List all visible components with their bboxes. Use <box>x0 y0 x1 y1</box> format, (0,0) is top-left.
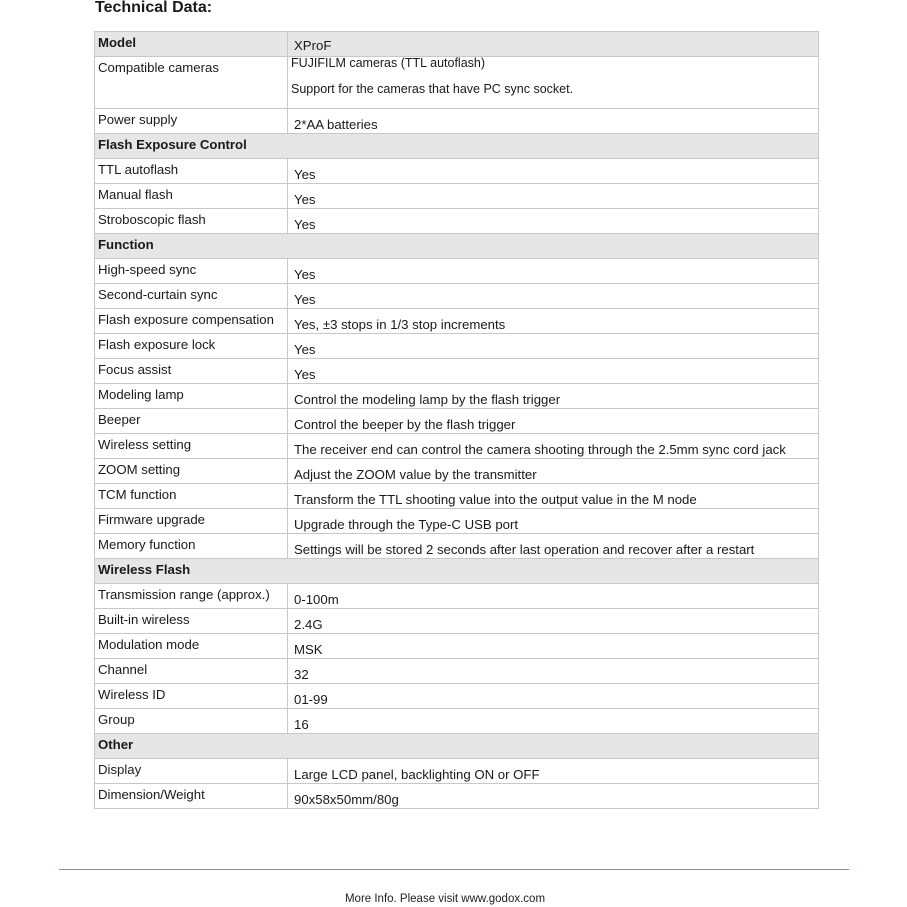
spec-value-line: FUJIFILM cameras (TTL autoflash) <box>291 56 486 70</box>
spec-label: Modulation mode <box>95 634 288 659</box>
spec-value: Settings will be stored 2 seconds after last operation and recover after a restart <box>288 534 819 559</box>
spec-row <box>95 759 819 784</box>
spec-row <box>95 659 819 684</box>
spec-label: Built-in wireless <box>95 609 288 634</box>
spec-row <box>95 534 819 559</box>
spec-label: Wireless setting <box>95 434 288 459</box>
spec-label: High-speed sync <box>95 259 288 284</box>
spec-label: Manual flash <box>95 184 288 209</box>
spec-value: Yes <box>288 334 819 359</box>
spec-value: Yes <box>288 209 819 234</box>
spec-value: Yes <box>288 359 819 384</box>
footer-divider <box>59 869 849 870</box>
section-header-row <box>95 234 819 259</box>
spec-label: Compatible cameras <box>95 57 288 109</box>
spec-row <box>95 109 819 134</box>
spec-label: Stroboscopic flash <box>95 209 288 234</box>
spec-label: Display <box>95 759 288 784</box>
spec-row <box>95 634 819 659</box>
spec-row <box>95 209 819 234</box>
spec-row <box>95 334 819 359</box>
spec-row <box>95 32 819 57</box>
spec-value: Large LCD panel, backlighting ON or OFF <box>288 759 819 784</box>
footer-link-text: More Info. Please visit www.godox.com <box>344 893 546 905</box>
spec-row <box>95 484 819 509</box>
spec-label: Model <box>95 32 288 57</box>
spec-label: Firmware upgrade <box>95 509 288 534</box>
spec-value: Transform the TTL shooting value into the output value in the M node <box>288 484 819 509</box>
spec-label: ZOOM setting <box>95 459 288 484</box>
spec-label: Modeling lamp <box>95 384 288 409</box>
spec-row <box>95 259 819 284</box>
spec-value: MSK <box>288 634 819 659</box>
spec-value: 16 <box>288 709 819 734</box>
section-header: Other <box>95 734 819 759</box>
spec-label: Wireless ID <box>95 684 288 709</box>
section-header-row <box>95 559 819 584</box>
spec-row <box>95 409 819 434</box>
spec-value: 0-100m <box>288 584 819 609</box>
section-header-row <box>95 134 819 159</box>
spec-row <box>95 509 819 534</box>
spec-row <box>95 359 819 384</box>
spec-label: Beeper <box>95 409 288 434</box>
spec-value-line: Support for the cameras that have PC sync socket. <box>291 82 574 96</box>
spec-label: TCM function <box>95 484 288 509</box>
spec-label: Second-curtain sync <box>95 284 288 309</box>
spec-row <box>95 684 819 709</box>
spec-label: Channel <box>95 659 288 684</box>
section-header: Function <box>95 234 819 259</box>
spec-value: 32 <box>288 659 819 684</box>
spec-value: 2*AA batteries <box>288 109 819 134</box>
spec-label: Flash exposure lock <box>95 334 288 359</box>
spec-value: Yes <box>288 184 819 209</box>
spec-value-lines <box>291 55 815 97</box>
spec-label: Power supply <box>95 109 288 134</box>
spec-label: Group <box>95 709 288 734</box>
section-header-row <box>95 734 819 759</box>
spec-value <box>288 57 819 109</box>
section-header: Wireless Flash <box>95 559 819 584</box>
spec-row <box>95 159 819 184</box>
tech-data-table-body <box>95 32 819 809</box>
spec-label: Transmission range (approx.) <box>95 584 288 609</box>
spec-label: Focus assist <box>95 359 288 384</box>
page-title: Technical Data: <box>95 0 213 16</box>
spec-row <box>95 709 819 734</box>
section-header: Flash Exposure Control <box>95 134 819 159</box>
spec-value: Yes <box>288 159 819 184</box>
spec-row <box>95 309 819 334</box>
spec-value: Adjust the ZOOM value by the transmitter <box>288 459 819 484</box>
spec-label: Dimension/Weight <box>95 784 288 809</box>
spec-value: The receiver end can control the camera shooting through the 2.5mm sync cord jack <box>288 434 819 459</box>
spec-label: TTL autoflash <box>95 159 288 184</box>
spec-value: 90x58x50mm/80g <box>288 784 819 809</box>
spec-row <box>95 584 819 609</box>
spec-value: 2.4G <box>288 609 819 634</box>
spec-value: 01-99 <box>288 684 819 709</box>
spec-value: Control the beeper by the flash trigger <box>288 409 819 434</box>
spec-value: Control the modeling lamp by the flash trigger <box>288 384 819 409</box>
spec-value: XProF <box>288 32 819 57</box>
spec-label: Flash exposure compensation <box>95 309 288 334</box>
spec-value: Yes, ±3 stops in 1/3 stop increments <box>288 309 819 334</box>
spec-row <box>95 284 819 309</box>
spec-value: Upgrade through the Type-C USB port <box>288 509 819 534</box>
spec-row <box>95 184 819 209</box>
spec-row <box>95 609 819 634</box>
spec-row <box>95 434 819 459</box>
spec-label: Memory function <box>95 534 288 559</box>
spec-value: Yes <box>288 259 819 284</box>
spec-row <box>95 384 819 409</box>
spec-row <box>95 459 819 484</box>
spec-row <box>95 57 819 109</box>
spec-row <box>95 784 819 809</box>
spec-value: Yes <box>288 284 819 309</box>
tech-data-table <box>94 31 819 809</box>
